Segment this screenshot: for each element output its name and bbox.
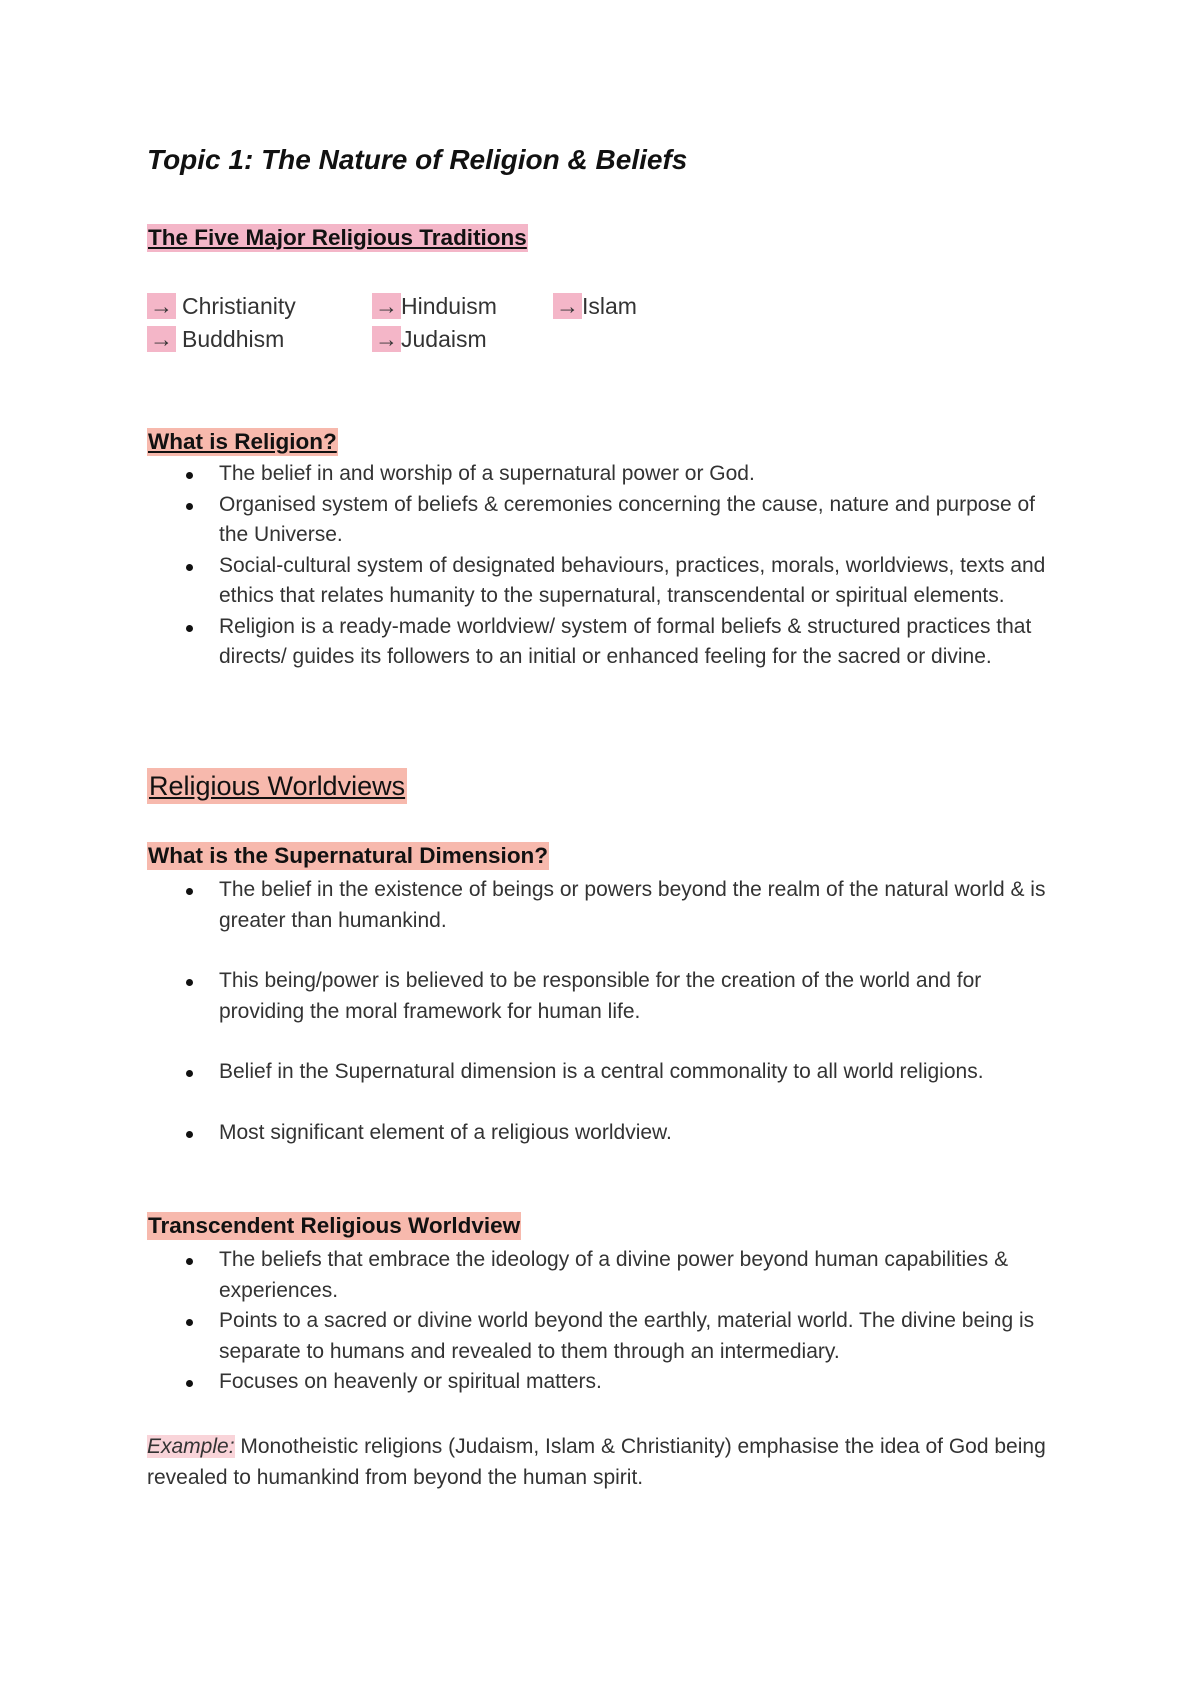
arrow-icon: → <box>147 326 176 352</box>
tradition-label: Hinduism <box>401 293 497 319</box>
supernatural-list <box>147 875 1067 1178</box>
arrow-icon: → <box>372 293 401 319</box>
list-item: The beliefs that embrace the ideology of a divine power beyond human capabilities & experiences. <box>147 1245 1067 1306</box>
bullet-icon <box>186 503 193 510</box>
list-item: Focuses on heavenly or spiritual matters. <box>147 1367 1067 1398</box>
heading-five-traditions: The Five Major Religious Traditions <box>148 225 527 250</box>
transcendent-list <box>147 1245 1067 1398</box>
bullet-icon <box>186 1319 193 1326</box>
bullet-icon <box>186 888 193 895</box>
list-item: Belief in the Supernatural dimension is a central commonality to all world religions. <box>147 1057 1067 1088</box>
bullet-icon <box>186 1131 193 1138</box>
religion-definitions-list <box>147 459 1067 673</box>
bullet-icon <box>186 625 193 632</box>
bullet-icon <box>186 564 193 571</box>
page-title: Topic 1: The Nature of Religion & Beliefs <box>147 144 688 175</box>
list-item: Religion is a ready-made worldview/ system of formal beliefs & structured practices that directs/ guides its followers to an initial or enhanced feeling for the sacred or divine. <box>147 612 1067 673</box>
list-item: Points to a sacred or divine world beyond the earthly, material world. The divine being is separate to humans and revealed to them through an intermediary. <box>147 1306 1067 1367</box>
tradition-item <box>147 325 284 353</box>
tradition-label: Buddhism <box>182 326 285 352</box>
tradition-item <box>147 292 296 320</box>
bullet-icon <box>186 472 193 479</box>
heading-supernatural-dimension: What is the Supernatural Dimension? <box>148 843 549 868</box>
list-item: The belief in the existence of beings or powers beyond the realm of the natural world & is greater than humankind. <box>147 875 1067 936</box>
tradition-item <box>372 292 497 320</box>
heading-religious-worldviews: Religious Worldviews <box>147 768 407 804</box>
arrow-icon: → <box>372 326 401 352</box>
bullet-icon <box>186 1258 193 1265</box>
list-item: Most significant element of a religious worldview. <box>147 1118 1067 1149</box>
list-item: The belief in and worship of a supernatural power or God. <box>147 459 1067 490</box>
example-paragraph <box>147 1431 1067 1493</box>
arrow-icon: → <box>553 293 582 319</box>
tradition-item <box>553 292 637 320</box>
tradition-label: Judaism <box>401 326 487 352</box>
bullet-icon <box>186 1380 193 1387</box>
heading-what-is-religion: What is Religion? <box>148 429 337 454</box>
list-item: Organised system of beliefs & ceremonies concerning the cause, nature and purpose of the Universe. <box>147 490 1067 551</box>
example-label: Example: <box>147 1435 235 1458</box>
example-text: Monotheistic religions (Judaism, Islam & Christianity) emphasise the idea of God being revealed to humankind from beyond the human spirit. <box>147 1435 1046 1489</box>
heading-transcendent-worldview: Transcendent Religious Worldview <box>148 1213 521 1238</box>
list-item: Social-cultural system of designated behaviours, practices, morals, worldviews, texts and ethics that relates humanity to the supernatural, transcendental or spiritual elements. <box>147 551 1067 612</box>
bullet-icon <box>186 979 193 986</box>
arrow-icon: → <box>147 293 176 319</box>
list-item: This being/power is believed to be responsible for the creation of the world and for providing the moral framework for human life. <box>147 966 1067 1027</box>
tradition-item <box>372 325 487 353</box>
tradition-label: Islam <box>582 293 637 319</box>
bullet-icon <box>186 1070 193 1077</box>
tradition-label: Christianity <box>182 293 296 319</box>
